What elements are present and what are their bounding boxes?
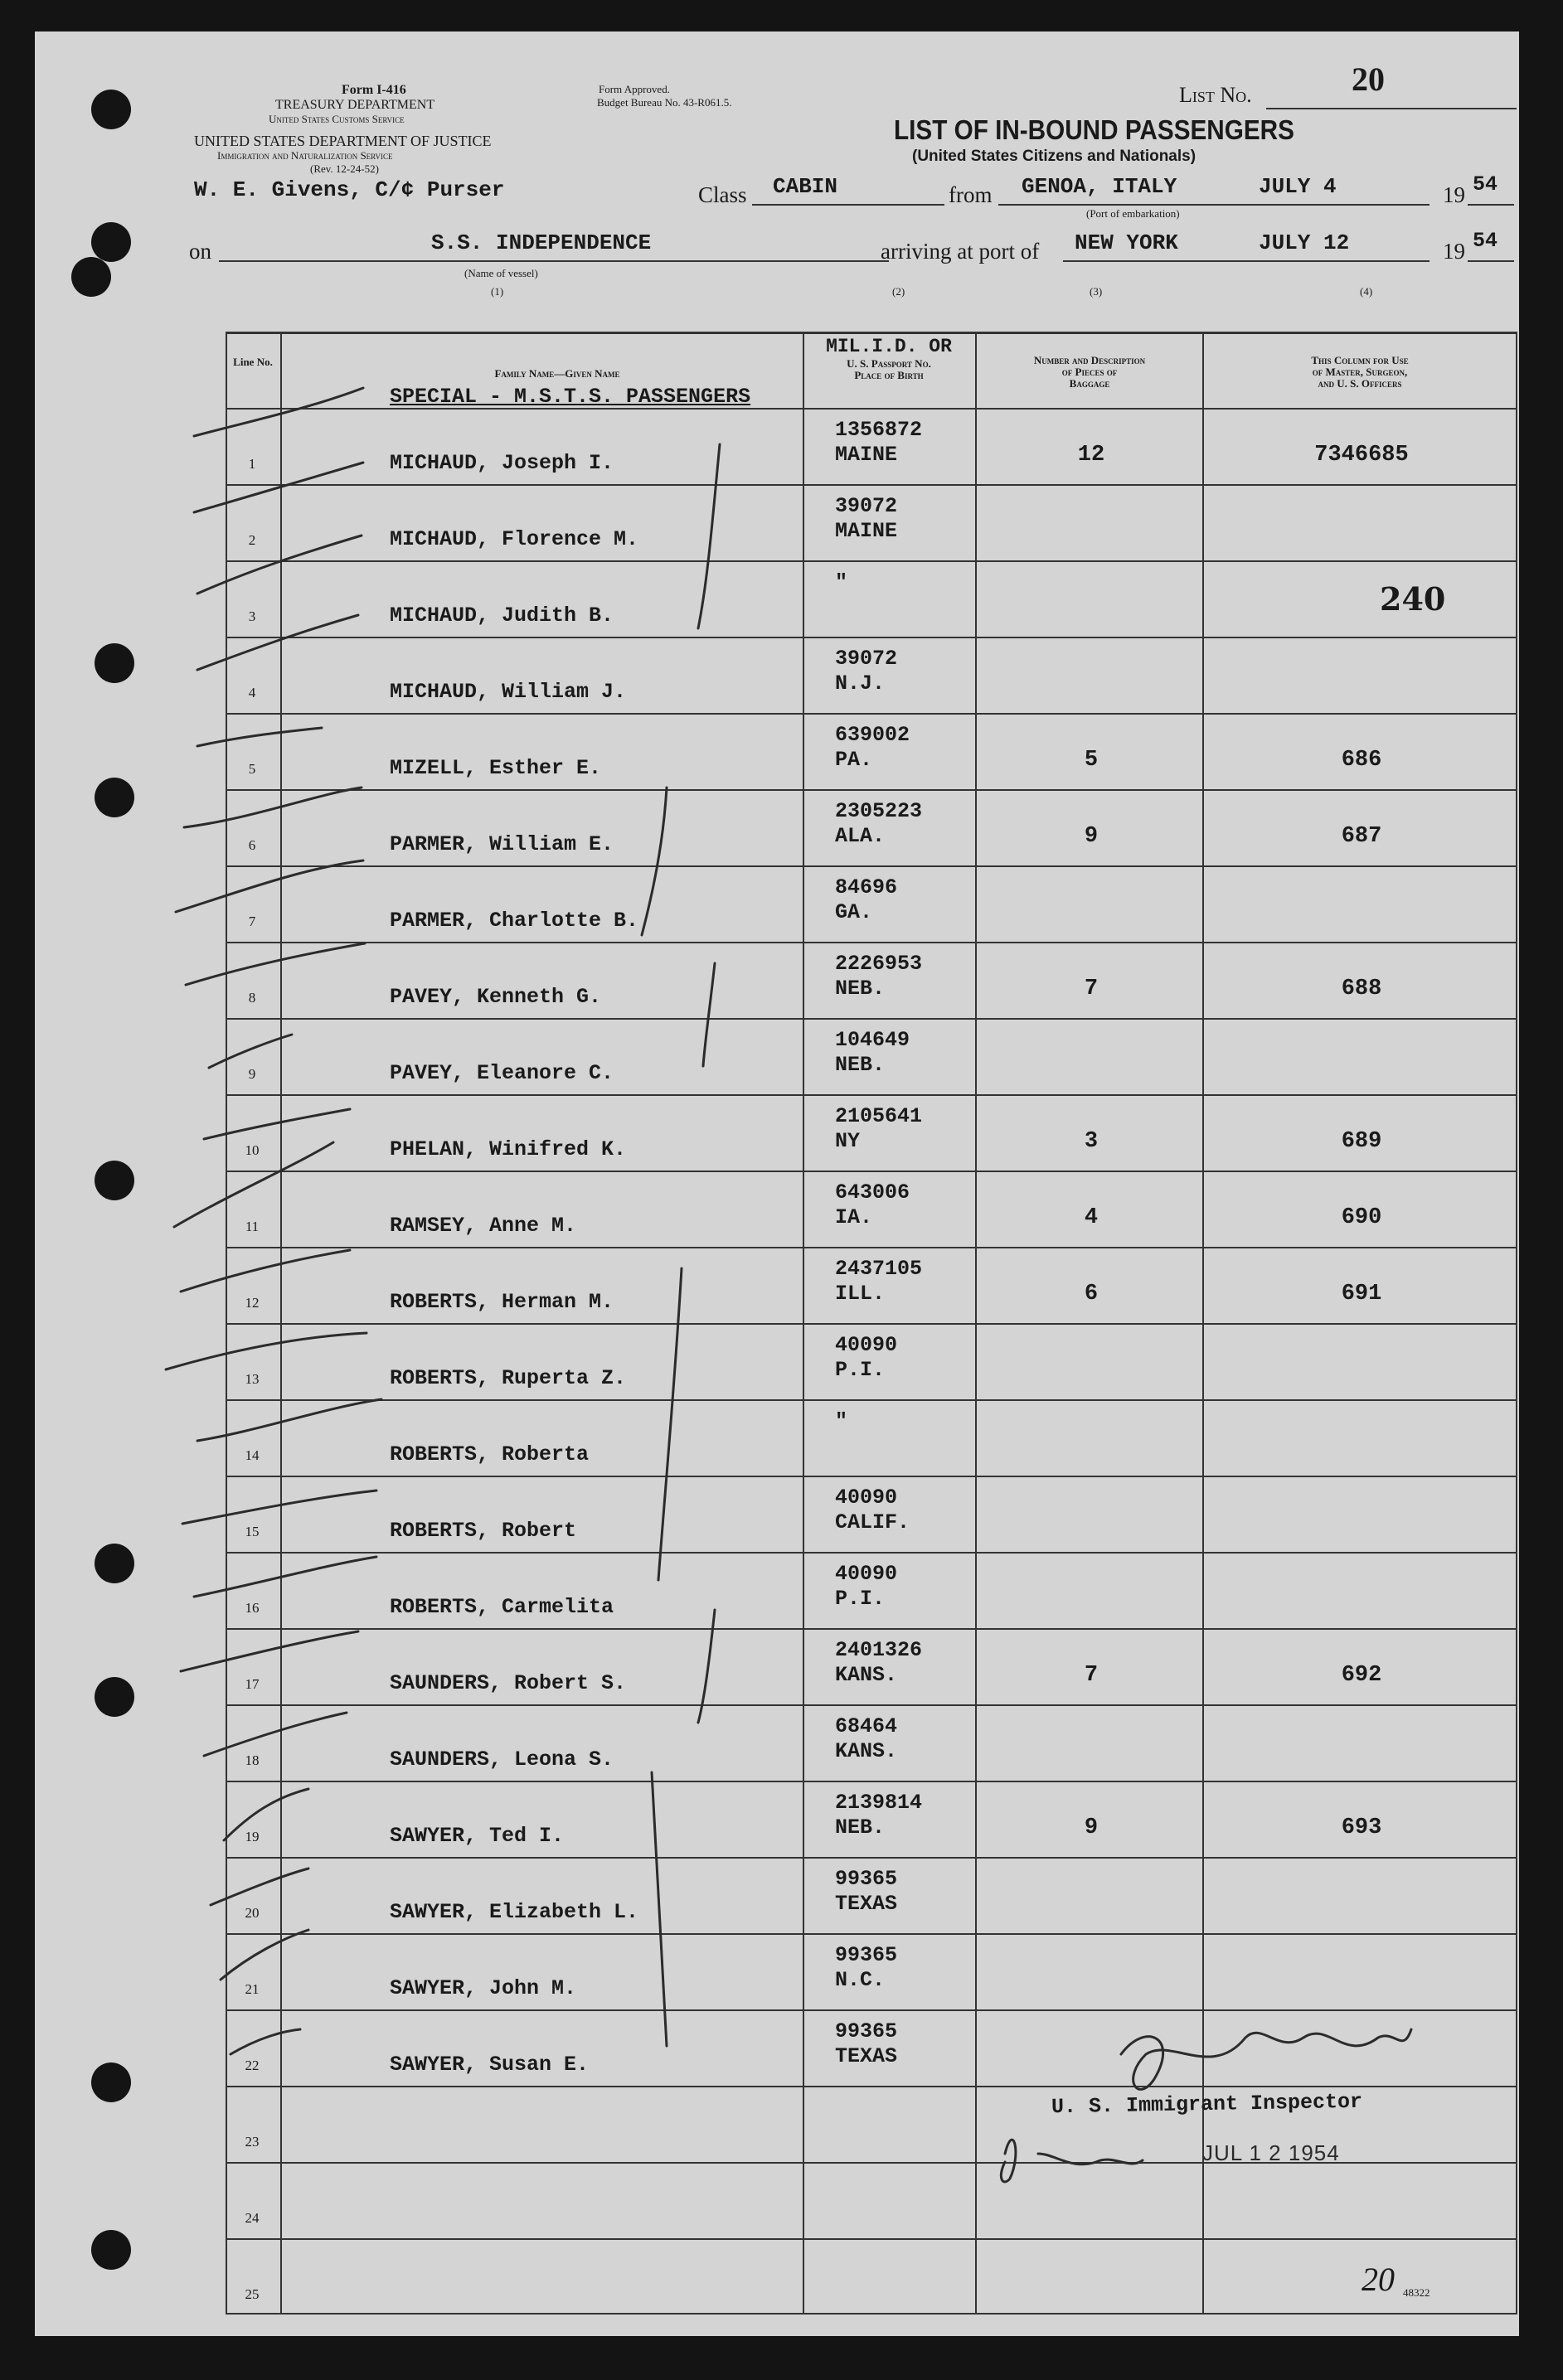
vessel-name: S.S. INDEPENDENCE xyxy=(431,230,652,255)
passenger-name: SAWYER, Elizabeth L. xyxy=(390,1900,639,1924)
treasury-dept: TREASURY DEPARTMENT xyxy=(275,98,435,112)
col-officers-header-2: of Master, Surgeon, xyxy=(1312,366,1408,378)
page-mark: 20 xyxy=(1362,2261,1395,2298)
form-approved: Form Approved. xyxy=(599,83,670,95)
line-number: 10 xyxy=(245,1142,260,1158)
passport-number: 40090 xyxy=(835,1333,898,1357)
vessel-caption-num: (1) xyxy=(491,285,504,298)
page-subtitle: (United States Citizens and Nationals) xyxy=(912,148,1197,165)
line-number: 24 xyxy=(245,2210,260,2226)
embarkation-date: JULY 4 xyxy=(1259,174,1337,199)
line-number: 23 xyxy=(245,2134,260,2150)
officer-number: 686 xyxy=(1341,748,1382,773)
line-number: 4 xyxy=(248,685,256,700)
place-of-birth: TEXAS xyxy=(835,2044,898,2068)
col-3-num: (3) xyxy=(1090,285,1103,298)
handwritten-count: 240 xyxy=(1380,580,1446,618)
passport-number: " xyxy=(835,1409,848,1433)
form-code: 48322 xyxy=(1403,2286,1430,2299)
budget-bureau: Budget Bureau No. 43-R061.5. xyxy=(597,96,732,109)
line-number: 19 xyxy=(245,1829,260,1844)
passport-number: 99365 xyxy=(835,1943,898,1967)
embark-year-prefix: 19 xyxy=(1443,182,1465,207)
place-of-birth: MAINE xyxy=(835,443,898,467)
section-heading: SPECIAL - M.S.T.S. PASSENGERS xyxy=(390,385,751,409)
place-of-birth: PA. xyxy=(835,748,873,772)
vessel-caption: (Name of vessel) xyxy=(464,267,538,279)
passport-number: 84696 xyxy=(835,875,898,899)
list-number: 20 xyxy=(1352,61,1385,98)
officer-number: 687 xyxy=(1341,824,1382,849)
passenger-name: SAUNDERS, Robert S. xyxy=(390,1671,627,1695)
from-label: from xyxy=(949,182,993,207)
place-of-birth: KANS. xyxy=(835,1663,898,1687)
manifest-sheet xyxy=(35,32,1519,2336)
officer-number: 690 xyxy=(1341,1205,1382,1230)
passport-number: 2437105 xyxy=(835,1257,923,1281)
officer-number: 693 xyxy=(1341,1815,1382,1840)
passenger-name: MICHAUD, Florence M. xyxy=(390,527,639,551)
col-officers-header-3: and U. S. Officers xyxy=(1318,377,1402,390)
line-number: 11 xyxy=(245,1219,260,1234)
passenger-name: RAMSEY, Anne M. xyxy=(390,1214,577,1238)
passenger-name: SAWYER, Susan E. xyxy=(390,2053,590,2077)
officer-number: 7346685 xyxy=(1314,443,1409,468)
place-of-birth: N.C. xyxy=(835,1968,886,1992)
baggage-count: 7 xyxy=(1084,1663,1099,1688)
place-of-birth: CALIF. xyxy=(835,1510,910,1534)
place-of-birth: IA. xyxy=(835,1205,873,1229)
ins-service: Immigration and Naturalization Service xyxy=(217,149,393,162)
baggage-count: 9 xyxy=(1084,1815,1099,1840)
baggage-count: 5 xyxy=(1084,748,1099,773)
officer-number: 689 xyxy=(1341,1129,1382,1154)
passport-number: 2305223 xyxy=(835,799,923,823)
passport-number: 99365 xyxy=(835,2019,898,2043)
baggage-count: 6 xyxy=(1084,1282,1099,1306)
passport-number: 1356872 xyxy=(835,418,923,442)
place-of-birth: ILL. xyxy=(835,1282,886,1306)
baggage-count: 4 xyxy=(1084,1205,1099,1230)
passport-number: 2401326 xyxy=(835,1638,923,1662)
passenger-name: ROBERTS, Roberta xyxy=(390,1442,590,1466)
passport-number: 639002 xyxy=(835,723,910,747)
line-number: 25 xyxy=(245,2286,260,2302)
col-baggage-header-1: Number and Description xyxy=(1033,354,1146,366)
line-number: 20 xyxy=(245,1905,260,1921)
place-of-birth: TEXAS xyxy=(835,1892,898,1916)
col-name-header: Family Name—Given Name xyxy=(494,367,620,380)
col-2-num: (2) xyxy=(892,285,905,298)
col-4-num: (4) xyxy=(1360,285,1373,298)
class-value: CABIN xyxy=(773,174,838,199)
inspector-stamp: U. S. Immigrant Inspector xyxy=(1051,2089,1363,2120)
col-id-sub1: U. S. Passport No. xyxy=(847,357,931,370)
col-id-header: MIL.I.D. OR xyxy=(826,336,952,357)
line-number: 15 xyxy=(245,1524,260,1539)
form-number: Form I-416 xyxy=(342,83,406,97)
place-of-birth: ALA. xyxy=(835,824,886,848)
embarkation-caption: (Port of embarkation) xyxy=(1086,207,1180,220)
place-of-birth: GA. xyxy=(835,900,873,924)
baggage-count: 7 xyxy=(1084,977,1099,1001)
line-number: 21 xyxy=(245,1981,260,1997)
line-number: 3 xyxy=(248,608,256,624)
line-number: 22 xyxy=(245,2058,260,2073)
passenger-name: PHELAN, Winifred K. xyxy=(390,1137,627,1161)
on-label: on xyxy=(189,239,211,264)
baggage-count: 3 xyxy=(1084,1129,1099,1154)
passenger-name: PAVEY, Kenneth G. xyxy=(390,985,602,1009)
place-of-birth: NEB. xyxy=(835,977,886,1001)
arrival-port: NEW YORK xyxy=(1075,230,1178,255)
col-baggage-header-3: Baggage xyxy=(1069,377,1110,390)
col-officers-header-1: This Column for Use xyxy=(1311,354,1409,366)
col-baggage-header-2: of Pieces of xyxy=(1061,366,1118,378)
line-number: 9 xyxy=(248,1066,256,1082)
passport-number: 40090 xyxy=(835,1562,898,1586)
line-number: 12 xyxy=(245,1295,260,1311)
embarkation-port: GENOA, ITALY xyxy=(1022,174,1177,199)
passenger-name: MICHAUD, Joseph I. xyxy=(390,451,614,475)
embark-year: 54 xyxy=(1473,172,1498,196)
officer-number: 688 xyxy=(1341,977,1382,1001)
passenger-name: PAVEY, Eleanore C. xyxy=(390,1061,614,1085)
line-number: 14 xyxy=(245,1447,260,1463)
passport-number: 2139814 xyxy=(835,1791,923,1815)
passport-number: 40090 xyxy=(835,1486,898,1510)
passenger-name: MICHAUD, Judith B. xyxy=(390,603,614,628)
baggage-count: 9 xyxy=(1084,824,1099,849)
passenger-name: PARMER, William E. xyxy=(390,832,614,856)
line-number: 18 xyxy=(245,1752,260,1768)
page-title: LIST OF IN-BOUND PASSENGERS xyxy=(894,114,1294,145)
justice-dept: UNITED STATES DEPARTMENT OF JUSTICE xyxy=(194,133,492,149)
line-number: 5 xyxy=(248,761,256,777)
passenger-name: ROBERTS, Herman M. xyxy=(390,1290,614,1314)
passport-number: 2105641 xyxy=(835,1104,923,1128)
line-number: 2 xyxy=(248,532,256,548)
line-number: 13 xyxy=(245,1371,260,1387)
arrival-year: 54 xyxy=(1473,229,1498,253)
place-of-birth: KANS. xyxy=(835,1739,898,1763)
passport-number: 643006 xyxy=(835,1180,910,1205)
officer-number: 692 xyxy=(1341,1663,1382,1688)
passport-number: 2226953 xyxy=(835,952,923,976)
customs-service: United States Customs Service xyxy=(269,113,405,125)
purser: W. E. Givens, C/¢ Purser xyxy=(194,177,505,202)
arrival-date: JULY 12 xyxy=(1259,230,1350,255)
line-number: 16 xyxy=(245,1600,260,1616)
passenger-name: SAUNDERS, Leona S. xyxy=(390,1747,614,1772)
line-number: 7 xyxy=(248,914,256,929)
line-number: 1 xyxy=(248,456,256,472)
passenger-name: PARMER, Charlotte B. xyxy=(390,909,639,933)
passport-number: 99365 xyxy=(835,1867,898,1891)
passport-number: 104649 xyxy=(835,1028,910,1052)
line-number: 8 xyxy=(248,990,256,1006)
place-of-birth: N.J. xyxy=(835,671,886,696)
passenger-name: SAWYER, Ted I. xyxy=(390,1824,565,1848)
line-number: 6 xyxy=(248,837,256,853)
officer-number: 691 xyxy=(1341,1282,1382,1306)
place-of-birth: P.I. xyxy=(835,1587,886,1611)
class-label: Class xyxy=(698,182,747,207)
place-of-birth: MAINE xyxy=(835,519,898,543)
place-of-birth: P.I. xyxy=(835,1358,886,1382)
passenger-name: SAWYER, John M. xyxy=(390,1976,577,2000)
passenger-name: ROBERTS, Robert xyxy=(390,1519,577,1543)
line-number: 17 xyxy=(245,1676,260,1692)
handwritten-marks xyxy=(35,32,1519,2336)
passport-number: 68464 xyxy=(835,1714,898,1738)
list-no-label: List No. xyxy=(1179,83,1252,107)
place-of-birth: NEB. xyxy=(835,1815,886,1840)
place-of-birth: NEB. xyxy=(835,1053,886,1077)
passenger-name: ROBERTS, Carmelita xyxy=(390,1595,614,1619)
passport-number: 39072 xyxy=(835,494,898,518)
passenger-name: ROBERTS, Ruperta Z. xyxy=(390,1366,627,1390)
arrival-year-prefix: 19 xyxy=(1443,239,1465,264)
col-id-sub2: Place of Birth xyxy=(854,369,924,381)
passport-number: 39072 xyxy=(835,647,898,671)
passenger-name: MICHAUD, William J. xyxy=(390,680,627,704)
arriving-label: arriving at port of xyxy=(881,239,1040,264)
stamp-date: JUL 1 2 1954 xyxy=(1202,2140,1340,2165)
passport-number: " xyxy=(835,570,848,594)
passenger-name: MIZELL, Esther E. xyxy=(390,756,602,780)
baggage-count: 12 xyxy=(1077,443,1105,468)
col-line-no-header: Line No. xyxy=(233,356,273,368)
place-of-birth: NY xyxy=(835,1129,861,1153)
form-revision: (Rev. 12-24-52) xyxy=(310,162,379,175)
